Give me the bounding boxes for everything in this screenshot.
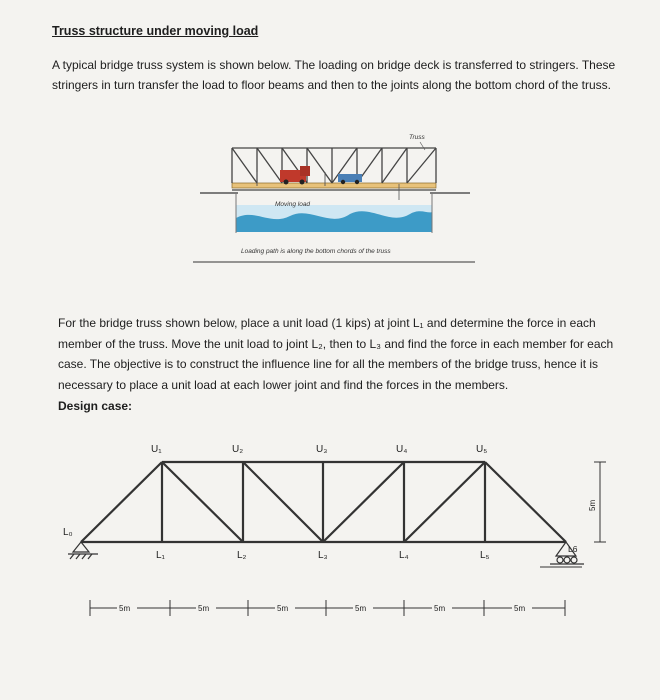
span-label: 5m xyxy=(198,604,210,613)
span-dimension-line xyxy=(90,600,565,616)
joint-L6: L6 xyxy=(568,544,578,554)
span-label: 5m xyxy=(434,604,446,613)
instructions-paragraph: For the bridge truss shown below, place a unit load (1 kips) at joint L₁ and determine the force in each member of the truss. Move the unit load to joint L₂, then to L₃ and find the force in each member for each case. The objective is to construct the influence line for all the members of the bridge truss, hence it is necessary to place a unit load at each lower joint and find the forces in the members. xyxy=(58,316,614,392)
joint-U4: U₄ xyxy=(396,444,408,455)
moving-load-label: Moving load xyxy=(275,201,311,208)
joint-U5: U₅ xyxy=(476,444,488,455)
joint-L3: L₃ xyxy=(318,550,328,561)
height-label: 5m xyxy=(588,499,597,511)
joint-U3: U₃ xyxy=(316,444,328,455)
joint-L0: L₀ xyxy=(63,527,73,538)
intro-paragraph: A typical bridge truss system is shown below. The loading on bridge deck is transferred to stringers. These stringers in turn transfer the load to floor beams and then to the joints along the bottom chord of the truss. xyxy=(52,58,616,92)
document-heading: Truss structure under moving load xyxy=(52,24,259,38)
span-label: 5m xyxy=(119,604,131,613)
joint-U2: U₂ xyxy=(232,444,244,455)
joint-L1: L₁ xyxy=(156,550,165,561)
span-label: 5m xyxy=(514,604,526,613)
joint-L4: L₄ xyxy=(399,550,409,561)
truss-label: Truss xyxy=(409,134,425,141)
joint-L2: L₂ xyxy=(237,550,247,561)
figure-caption: Loading path is along the bottom chords of the truss xyxy=(241,248,391,255)
span-label: 5m xyxy=(277,604,289,613)
joint-U1: U₁ xyxy=(151,444,162,455)
span-label: 5m xyxy=(355,604,367,613)
joint-L5: L₅ xyxy=(480,550,490,561)
design-case-label: Design case: xyxy=(58,399,133,413)
pin-support-left xyxy=(68,542,98,559)
